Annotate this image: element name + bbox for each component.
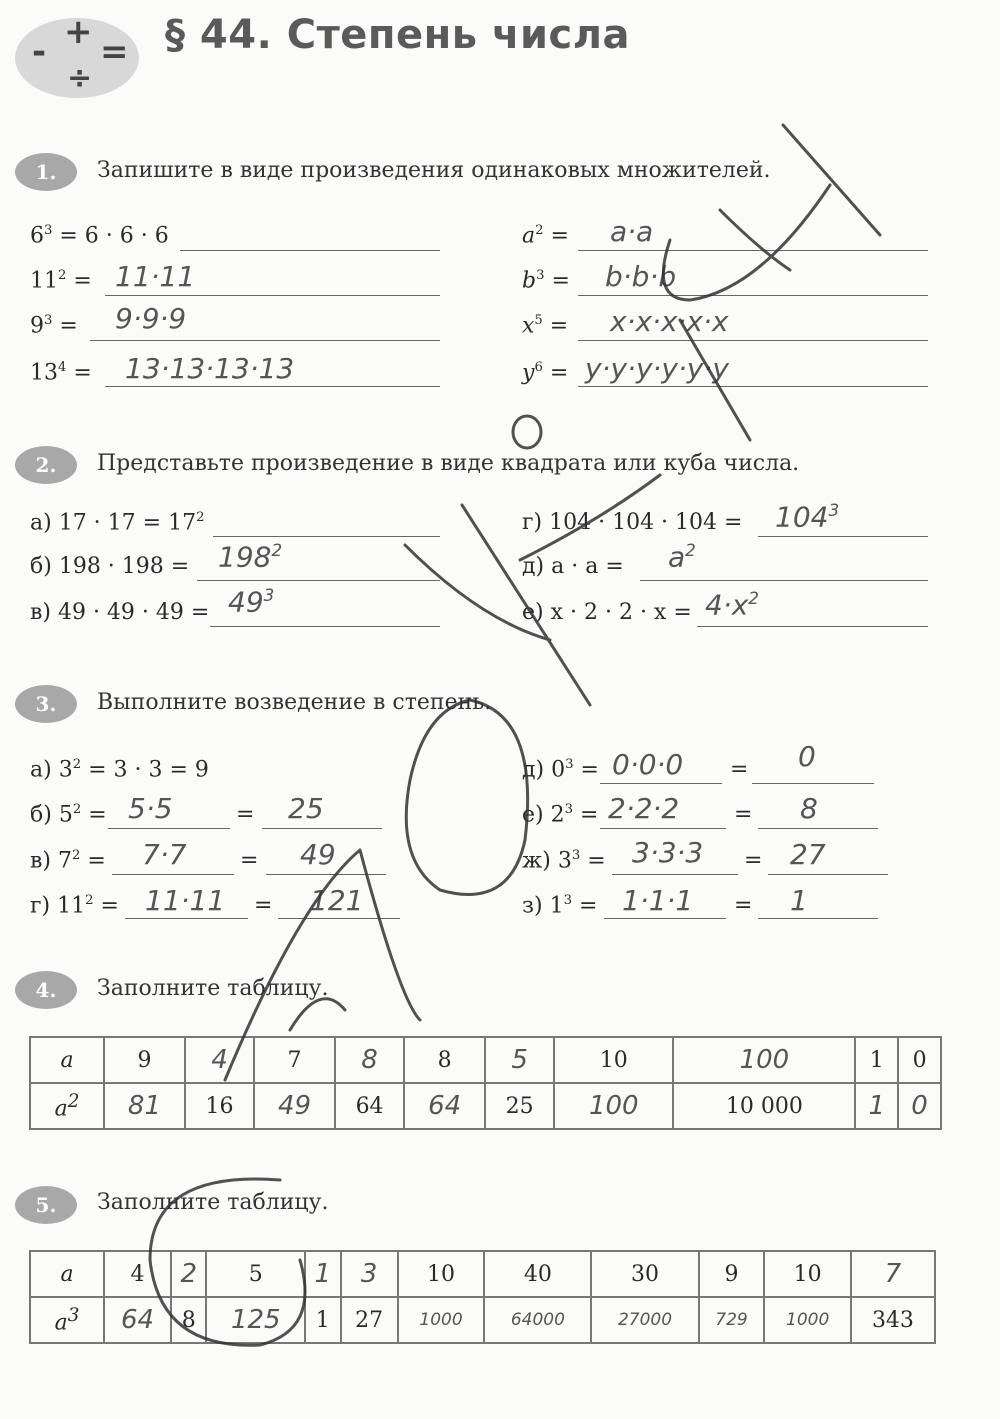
table-cell: 5: [485, 1037, 554, 1083]
task-1-badge: 1.: [15, 153, 77, 191]
t3-right-1-product: 2·2·2: [608, 792, 680, 825]
t1-left-0: [30, 223, 169, 248]
t3-left-1-product: 5·5: [128, 792, 173, 825]
task-2-badge: 2.: [15, 446, 77, 484]
t1-left-1-answer: 11·11: [115, 260, 196, 293]
t1-right-0-answer: a·a: [610, 215, 654, 248]
table-cell: 30: [591, 1251, 698, 1297]
table-cell: 9: [104, 1037, 185, 1083]
task-4-badge: 4.: [15, 971, 77, 1009]
t2-left-0: [30, 510, 204, 535]
t1-exp: 3: [44, 313, 53, 328]
t2-left-2-answer: [228, 585, 274, 618]
t3-eq: =: [730, 757, 749, 782]
table-row: [30, 1251, 935, 1297]
t3-label: в) 7: [30, 848, 72, 874]
page-title: § 44. Степень числа: [165, 12, 630, 58]
table-cell: 1: [305, 1251, 340, 1297]
t2-left-1: [30, 554, 189, 579]
t1-right-2: [522, 313, 568, 338]
t1-left-3-answer: 13·13·13·13: [125, 352, 295, 385]
table-cell: 10: [398, 1251, 484, 1297]
t1-left-2-answer: 9·9·9: [115, 302, 187, 335]
t1-exp: 4: [58, 360, 67, 375]
t3-label: е) 2: [522, 802, 565, 828]
t1-right-1: [522, 268, 570, 293]
t1-printed: = 6 · 6 · 6: [52, 223, 169, 249]
answer-line: [213, 536, 440, 537]
t2-label: а) 17 · 17 = 17: [30, 510, 197, 536]
t1-printed: =: [544, 268, 570, 294]
t1-exp: 2: [58, 268, 67, 283]
scribble-stroke: [720, 210, 790, 270]
answer-line: [108, 828, 230, 829]
t3-printed: =: [573, 757, 599, 783]
table-cell: 1: [855, 1037, 898, 1083]
t3-printed: =: [580, 848, 606, 874]
table-cell: 7: [254, 1037, 335, 1083]
t3-exp: 3: [563, 893, 572, 908]
t3-right-2: [522, 848, 606, 873]
answer-line: [266, 874, 386, 875]
t2-answer-exp: 2: [748, 588, 759, 608]
t2-exp: 2: [196, 510, 205, 525]
table-cell: 40: [484, 1251, 591, 1297]
t1-right-0: [522, 223, 569, 248]
t3-printed: =: [572, 802, 599, 828]
table-cell: 27: [341, 1297, 398, 1343]
t2-answer-base: 49: [228, 585, 264, 619]
task-5-badge: 5.: [15, 1186, 77, 1224]
t2-right-0: [522, 510, 742, 535]
t1-left-2: [30, 313, 78, 338]
table-cell: 64000: [484, 1297, 591, 1343]
t3-left-3: [30, 893, 119, 918]
t3-left-2-product: 7·7: [142, 838, 187, 871]
table-cell: 2: [171, 1251, 206, 1297]
svg-text:÷: ÷: [67, 61, 93, 96]
t3-right-0-result: 0: [798, 740, 816, 773]
t2-label: г) 104 · 104 · 104 =: [522, 510, 743, 535]
table-5: [29, 1250, 936, 1344]
answer-line: [262, 828, 382, 829]
answer-line: [90, 340, 440, 341]
t1-right-2-answer: x·x·x·x·x: [610, 305, 729, 338]
t1-printed: =: [542, 360, 569, 386]
t3-left-3-result: 121: [310, 884, 364, 917]
answer-line: [210, 626, 440, 627]
t1-right-1-answer: b·b·b: [605, 260, 677, 293]
t1-base: b: [522, 268, 537, 294]
answer-line: [697, 626, 928, 627]
t3-right-1-result: 8: [800, 792, 818, 825]
scribble-stroke: [406, 700, 527, 894]
answer-line: [578, 386, 928, 387]
t3-printed: =: [571, 893, 598, 919]
t3-label: ж) 3: [522, 848, 572, 874]
table-cell: 8: [335, 1037, 404, 1083]
t2-left-2: [30, 600, 209, 625]
svg-text:+: +: [64, 12, 93, 52]
table-head-cell: [30, 1297, 104, 1343]
table-head-cell: a: [30, 1037, 104, 1083]
answer-line: [578, 295, 928, 296]
answer-line: [640, 580, 928, 581]
t1-printed: =: [543, 223, 569, 249]
answer-line: [768, 874, 888, 875]
answer-line: [105, 386, 440, 387]
task-2-text: Представьте произведение в виде квадрата или куба числа.: [97, 451, 800, 476]
t2-answer-base: 198: [218, 540, 272, 574]
t3-eq: =: [744, 848, 763, 873]
t1-printed: =: [542, 313, 569, 339]
head-var: a: [54, 1096, 68, 1122]
t1-base: 9: [30, 313, 44, 339]
head-exp: 2: [67, 1090, 80, 1112]
table-cell: 4: [185, 1037, 254, 1083]
answer-line: [180, 250, 440, 251]
t3-left-0: [30, 757, 209, 782]
table-cell: 5: [206, 1251, 305, 1297]
t3-exp: 3: [564, 802, 573, 817]
table-row: [30, 1297, 935, 1343]
t1-base: a: [522, 223, 536, 249]
t3-label: д) 0: [522, 757, 566, 783]
table-cell: 49: [254, 1083, 335, 1129]
answer-line: [758, 918, 878, 919]
t3-right-3-result: 1: [790, 884, 808, 917]
table-cell: 1: [855, 1083, 898, 1129]
task-3-badge: 3.: [15, 685, 77, 723]
table-row: [30, 1037, 941, 1083]
table-cell: 9: [699, 1251, 765, 1297]
t2-answer-exp: 3: [263, 585, 275, 605]
answer-line: [758, 536, 928, 537]
table-cell: 1000: [764, 1297, 850, 1343]
t1-left-1: [30, 268, 92, 293]
t2-label: б) 198 · 198 =: [30, 554, 190, 579]
table-cell: 729: [699, 1297, 765, 1343]
t3-exp: 3: [571, 848, 581, 863]
t3-right-2-product: 3·3·3: [632, 836, 704, 869]
task-3-text: Выполните возведение в степень.: [97, 690, 492, 715]
table-head-cell: a: [30, 1251, 104, 1297]
task-5-text: Заполните таблицу.: [97, 1190, 329, 1215]
t3-eq: =: [734, 893, 753, 918]
table-cell: 8: [171, 1297, 206, 1343]
table-cell: 81: [104, 1083, 185, 1129]
t3-left-1-result: 25: [288, 792, 324, 825]
t3-eq: =: [236, 802, 255, 827]
t3-eq: =: [254, 893, 273, 918]
t3-left-1: [30, 802, 107, 827]
t1-base: y: [522, 360, 535, 386]
t2-answer-base: a: [668, 540, 686, 574]
t3-left-2-result: 49: [300, 838, 336, 871]
t3-exp: 2: [71, 848, 81, 863]
task-4-text: Заполните таблицу.: [97, 976, 329, 1001]
t3-right-2-result: 27: [790, 838, 826, 871]
t3-left-3-product: 11·11: [145, 884, 226, 917]
t1-exp: 5: [534, 313, 543, 328]
scribble-stroke: [290, 999, 345, 1030]
t1-base: 13: [30, 360, 58, 386]
svg-text:=: =: [100, 32, 129, 72]
t1-exp: 3: [44, 223, 53, 238]
t3-exp: 3: [565, 757, 574, 772]
t3-eq: =: [240, 848, 259, 873]
t3-left-2: [30, 848, 106, 873]
t3-exp: 2: [85, 893, 94, 908]
answer-line: [112, 874, 234, 875]
t2-right-1: [522, 554, 624, 579]
table-cell: 25: [485, 1083, 554, 1129]
math-signs-logo: [12, 8, 152, 103]
t2-label: в) 49 · 49 · 49 =: [30, 600, 210, 625]
t2-right-2: [522, 600, 692, 625]
t1-exp: 3: [536, 268, 545, 283]
answer-line: [600, 828, 726, 829]
t1-exp: 2: [535, 223, 544, 238]
table-cell: 100: [673, 1037, 855, 1083]
t1-right-3-answer: y·y·y·y·y·y: [585, 352, 729, 385]
t3-right-0-product: 0·0·0: [612, 748, 684, 781]
table-head-cell: [30, 1083, 104, 1129]
task-1-text: Запишите в виде произведения одинаковых множителей.: [97, 158, 771, 183]
svg-text:-: -: [32, 32, 47, 72]
table-cell: 0: [898, 1083, 941, 1129]
table-4: [29, 1036, 942, 1130]
answer-line: [612, 874, 738, 875]
answer-line: [752, 783, 874, 784]
t3-label: а) 3: [30, 757, 73, 783]
t3-printed: =: [93, 893, 119, 919]
t2-label: е) x · 2 · 2 · x =: [522, 600, 692, 625]
t1-printed: =: [66, 268, 92, 294]
t2-answer-base: 104: [775, 500, 829, 534]
t2-right-0-answer: [775, 500, 839, 533]
table-cell: 64: [104, 1297, 171, 1343]
table-cell: 10: [764, 1251, 850, 1297]
t3-label: г) 11: [30, 893, 86, 919]
head-var: a: [54, 1310, 68, 1336]
t1-base: 11: [30, 268, 58, 294]
t1-base: x: [522, 313, 535, 339]
scribble-stroke: [783, 125, 880, 235]
t1-left-3: [30, 360, 92, 385]
answer-line: [578, 250, 928, 251]
table-cell: 0: [898, 1037, 941, 1083]
t3-right-3-product: 1·1·1: [622, 884, 694, 917]
table-cell: 8: [404, 1037, 485, 1083]
scribble-stroke: [513, 416, 541, 448]
answer-line: [197, 580, 440, 581]
table-cell: 27000: [591, 1297, 698, 1343]
answer-line: [600, 783, 722, 784]
answer-line: [125, 918, 248, 919]
answer-line: [105, 295, 440, 296]
t2-answer-exp: 2: [271, 540, 283, 560]
answer-line: [278, 918, 400, 919]
table-row: [30, 1083, 941, 1129]
table-cell: 1: [305, 1297, 340, 1343]
scribble-stroke: [663, 185, 830, 300]
answer-line: [578, 340, 928, 341]
table-cell: 125: [206, 1297, 305, 1343]
table-cell: 64: [404, 1083, 485, 1129]
table-cell: 10 000: [673, 1083, 855, 1129]
t2-answer-exp: 2: [685, 540, 696, 560]
t2-answer-base: 4·x: [705, 588, 749, 622]
t1-printed: =: [52, 313, 78, 339]
t2-label: д) a · a =: [522, 554, 624, 579]
t3-right-1: [522, 802, 598, 827]
t3-label: б) 5: [30, 802, 73, 828]
answer-line: [758, 828, 878, 829]
table-cell: 100: [554, 1083, 673, 1129]
t2-right-1-answer: [668, 540, 696, 573]
t3-exp: 2: [72, 757, 82, 772]
t2-right-2-answer: [705, 588, 759, 621]
t3-right-3: [522, 893, 597, 918]
table-cell: 1000: [398, 1297, 484, 1343]
t3-printed: =: [80, 848, 106, 874]
answer-line: [604, 918, 726, 919]
table-cell: 343: [851, 1297, 935, 1343]
table-cell: 10: [554, 1037, 673, 1083]
t1-right-3: [522, 360, 568, 385]
t2-answer-exp: 3: [828, 500, 840, 520]
table-cell: 16: [185, 1083, 254, 1129]
t3-eq: =: [734, 802, 753, 827]
t3-printed: = 3 · 3 = 9: [81, 757, 209, 783]
t1-base: 6: [30, 223, 44, 249]
t3-label: з) 1: [522, 893, 564, 919]
t3-printed: =: [81, 802, 107, 828]
head-exp: 3: [67, 1304, 80, 1326]
t3-exp: 2: [72, 802, 82, 817]
t1-exp: 6: [534, 360, 543, 375]
t3-right-0: [522, 757, 599, 782]
table-cell: 7: [851, 1251, 935, 1297]
table-cell: 4: [104, 1251, 171, 1297]
table-cell: 3: [341, 1251, 398, 1297]
t1-printed: =: [66, 360, 92, 386]
table-cell: 64: [335, 1083, 404, 1129]
t2-left-1-answer: [218, 540, 282, 573]
